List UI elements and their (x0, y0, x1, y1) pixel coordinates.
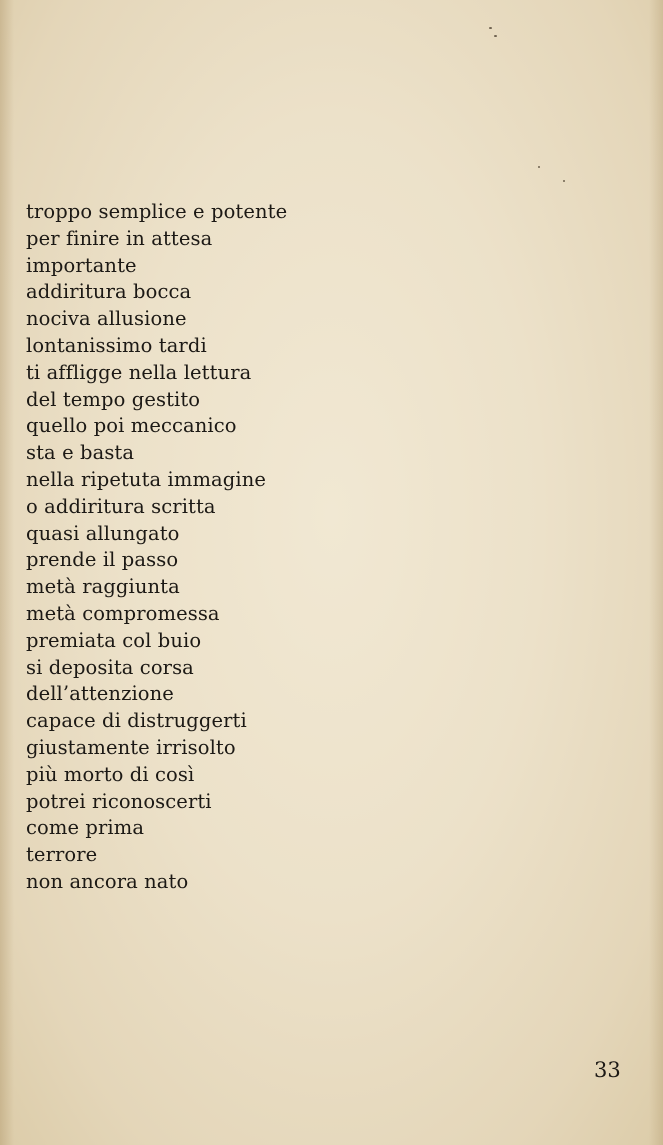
poem-line: metà raggiunta (26, 575, 180, 599)
poem-line: del tempo gestito (26, 387, 201, 411)
poem-line: nociva allusione (26, 307, 187, 331)
poem-line: giustamente irrisolto (26, 735, 236, 759)
poem-line: prende il passo (26, 548, 179, 572)
poem-line: capace di distruggerti (26, 709, 247, 733)
poem-line: quasi allungato (26, 521, 180, 545)
poem-line: importante (26, 253, 137, 277)
poem-line: quello poi meccanico (26, 414, 237, 438)
page-edge-shadow-right (649, 0, 663, 1145)
poem-line: per finire in attesa (26, 226, 213, 250)
poem-line: più morto di così (26, 762, 195, 786)
poem-line: addiritura bocca (26, 280, 192, 304)
poem-line: ti affligge nella lettura (26, 360, 252, 384)
poem-line: si deposita corsa (26, 655, 194, 679)
poem-line: metà compromessa (26, 601, 220, 625)
poem-line: terrore (26, 843, 98, 867)
poem-line: premiata col buio (26, 628, 202, 652)
paper-speck (489, 27, 492, 29)
paper-speck (494, 35, 497, 37)
poem-line: dell’attenzione (26, 682, 174, 706)
page-edge-shadow-left (0, 0, 14, 1145)
poem-line: troppo semplice e potente (26, 200, 288, 223)
poem-line: nella ripetuta immagine (26, 467, 266, 491)
page-number: 33 (594, 1058, 621, 1082)
poem-line: o addiritura scritta (26, 494, 216, 518)
poem-line: non ancora nato (26, 869, 189, 893)
poem-line: lontanissimo tardi (26, 333, 207, 357)
poem-line: come prima (26, 816, 145, 840)
paper-speck (538, 166, 540, 168)
paper-speck (563, 180, 565, 182)
poem-line: sta e basta (26, 441, 135, 465)
poem-text (26, 199, 346, 896)
poem-line: potrei riconoscerti (26, 789, 212, 813)
